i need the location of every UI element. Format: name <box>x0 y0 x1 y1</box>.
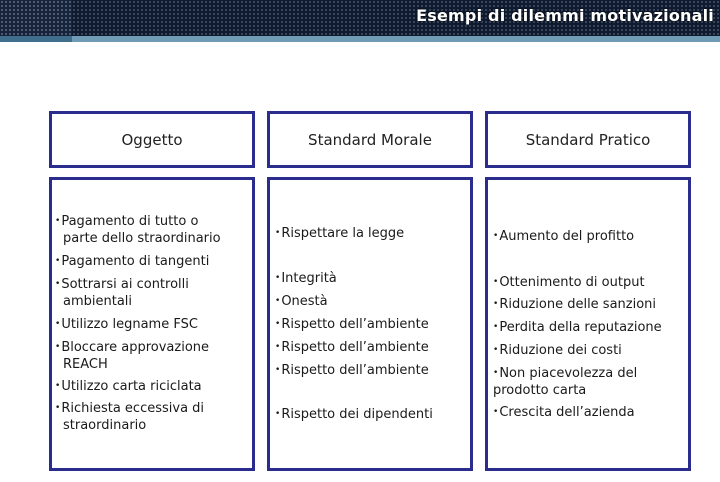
bullet-icon: • <box>493 345 499 355</box>
pratico-item: •Ottenimento di output <box>493 275 645 290</box>
bullet-icon: • <box>493 407 499 417</box>
bullet-icon: • <box>55 319 61 329</box>
bullet-icon: • <box>493 277 499 287</box>
oggetto-item: •Pagamento di tangenti <box>55 254 210 269</box>
bullet-icon: • <box>55 279 61 289</box>
morale-item: •Rispetto dei dipendenti <box>275 407 433 422</box>
bullet-icon: • <box>275 296 281 306</box>
header-morale-label: Standard Morale <box>308 130 432 149</box>
pratico-item: •Aumento del profitto <box>493 229 635 244</box>
slide-title: Esempi di dilemmi motivazionali <box>416 6 714 25</box>
oggetto-item: •Utilizzo legname FSC <box>55 317 198 332</box>
bullet-icon: • <box>493 322 499 332</box>
accent-bar-left <box>0 36 72 42</box>
pratico-item: •Riduzione delle sanzioni <box>493 297 657 312</box>
bullet-icon: • <box>493 231 499 241</box>
header-oggetto-label: Oggetto <box>121 130 183 149</box>
bullet-icon: • <box>275 319 281 329</box>
bullet-icon: • <box>275 365 281 375</box>
oggetto-item: •Pagamento di tutto o parte dello straordinario <box>55 214 221 246</box>
header-pratico-label: Standard Pratico <box>525 130 651 149</box>
pratico-item: •Crescita dell’azienda <box>493 405 635 420</box>
oggetto-item: •Utilizzo carta riciclata <box>55 379 202 394</box>
accent-bar <box>0 36 720 42</box>
morale-item: •Rispetto dell’ambiente <box>275 363 429 378</box>
header-standard-pratico <box>485 111 691 168</box>
bullet-icon: • <box>275 228 281 238</box>
morale-item: •Rispetto dell’ambiente <box>275 317 429 332</box>
header-oggetto <box>49 111 255 168</box>
bullet-icon: • <box>493 299 499 309</box>
bullet-icon: • <box>55 256 61 266</box>
title-bar <box>0 0 720 36</box>
oggetto-item: •Bloccare approvazione REACH <box>55 340 210 372</box>
bullet-icon: • <box>493 368 499 378</box>
header-standard-morale <box>267 111 473 168</box>
bullet-icon: • <box>275 409 281 419</box>
oggetto-item: •Sottrarsi ai controlli ambientali <box>55 277 189 309</box>
bullet-icon: • <box>55 216 61 226</box>
morale-item: •Integrità <box>275 271 337 286</box>
oggetto-item: •Richiesta eccessiva di straordinario <box>55 401 205 433</box>
bullet-icon: • <box>55 342 61 352</box>
pratico-item: •Perdita della reputazione <box>493 320 662 335</box>
morale-item: •Onestà <box>275 294 328 309</box>
bullet-icon: • <box>55 381 61 391</box>
morale-item: •Rispettare la legge <box>275 226 405 241</box>
bullet-icon: • <box>275 342 281 352</box>
pratico-item: •Non piacevolezza del prodotto carta <box>493 366 638 398</box>
bullet-icon: • <box>55 403 61 413</box>
bullet-icon: • <box>275 273 281 283</box>
morale-item: •Rispetto dell’ambiente <box>275 340 429 355</box>
pratico-item: •Riduzione dei costi <box>493 343 622 358</box>
